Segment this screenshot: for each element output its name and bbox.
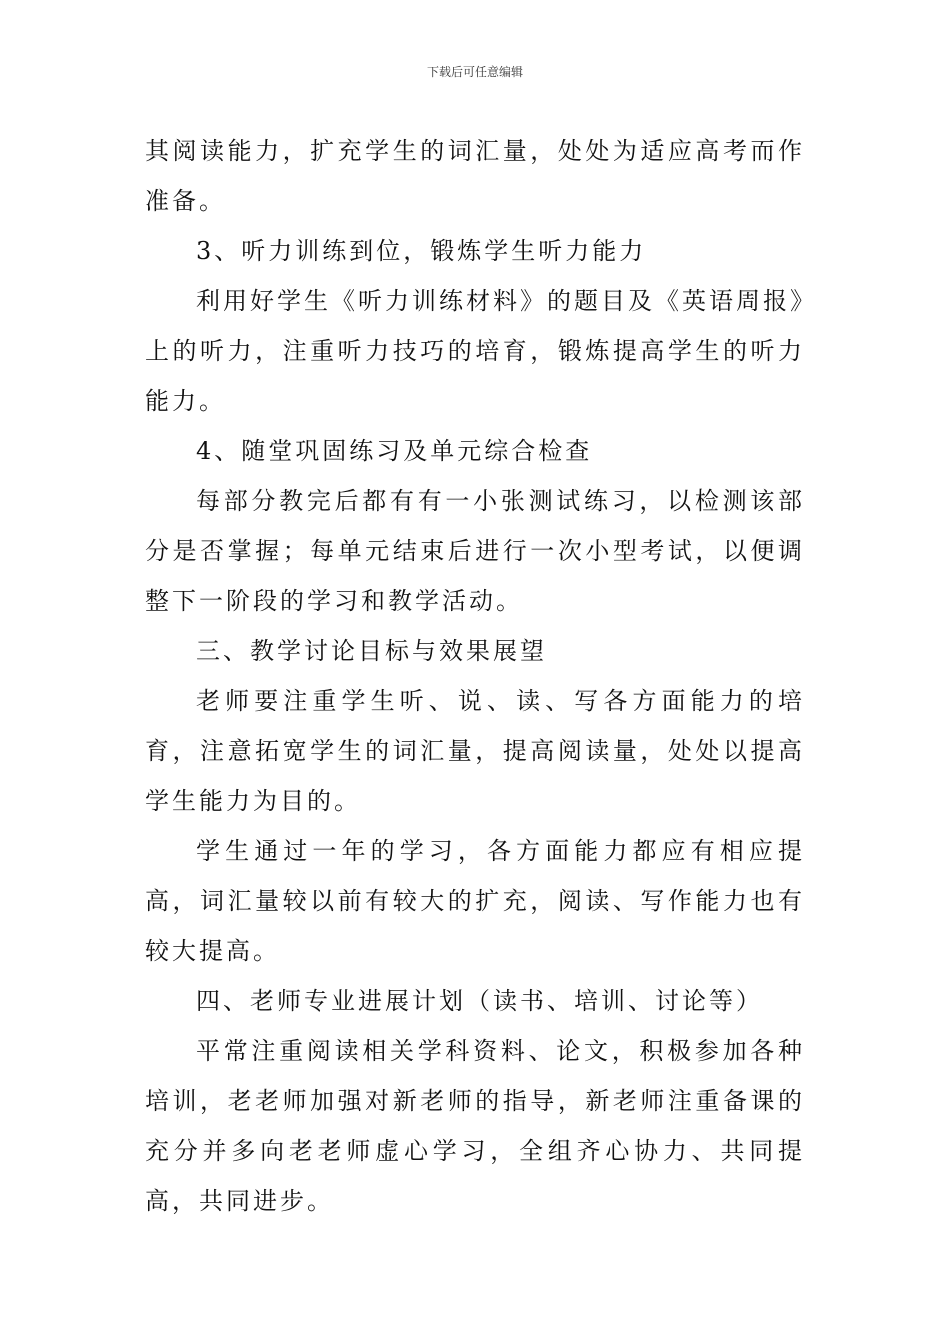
paragraph-development: 平常注重阅读相关学科资料、论文，积极参加各种培训，老老师加强对新老师的指导，新老师注重备课的充分并多向老老师虚心学习，全组齐心协力、共同提高，共同进步。 <box>145 1037 805 1215</box>
page-header: 下载后可任意编辑 <box>426 65 523 79</box>
paragraph-goals-teacher: 老师要注重学生听、说、读、写各方面能力的培育，注意拓宽学生的词汇量，提高阅读量，处处以提高学生能力为目的。 <box>145 687 805 815</box>
paragraph-goals-student: 学生通过一年的学习，各方面能力都应有相应提高，词汇量较以前有较大的扩充，阅读、写作能力也有较大提高。 <box>145 837 805 965</box>
paragraph-listening: 利用好学生《听力训练材料》的题目及《英语周报》上的听力，注重听力技巧的培育，锻炼提高学生的听力能力。 <box>145 287 805 415</box>
document-body <box>145 126 805 1226</box>
section-heading-practice: 4、随堂巩固练习及单元综合检查 <box>196 437 593 465</box>
paragraph-continuation: 其阅读能力，扩充学生的词汇量，处处为适应高考而作准备。 <box>145 137 805 215</box>
section-heading-goals: 三、教学讨论目标与效果展望 <box>196 637 547 665</box>
paragraph-practice: 每部分教完后都有有一小张测试练习，以检测该部分是否掌握；每单元结束后进行一次小型考试，以便调整下一阶段的学习和教学活动。 <box>145 487 805 615</box>
section-heading-listening: 3、听力训练到位，锻炼学生听力能力 <box>196 237 647 265</box>
section-heading-development: 四、老师专业进展计划（读书、培训、讨论等） <box>196 987 763 1015</box>
